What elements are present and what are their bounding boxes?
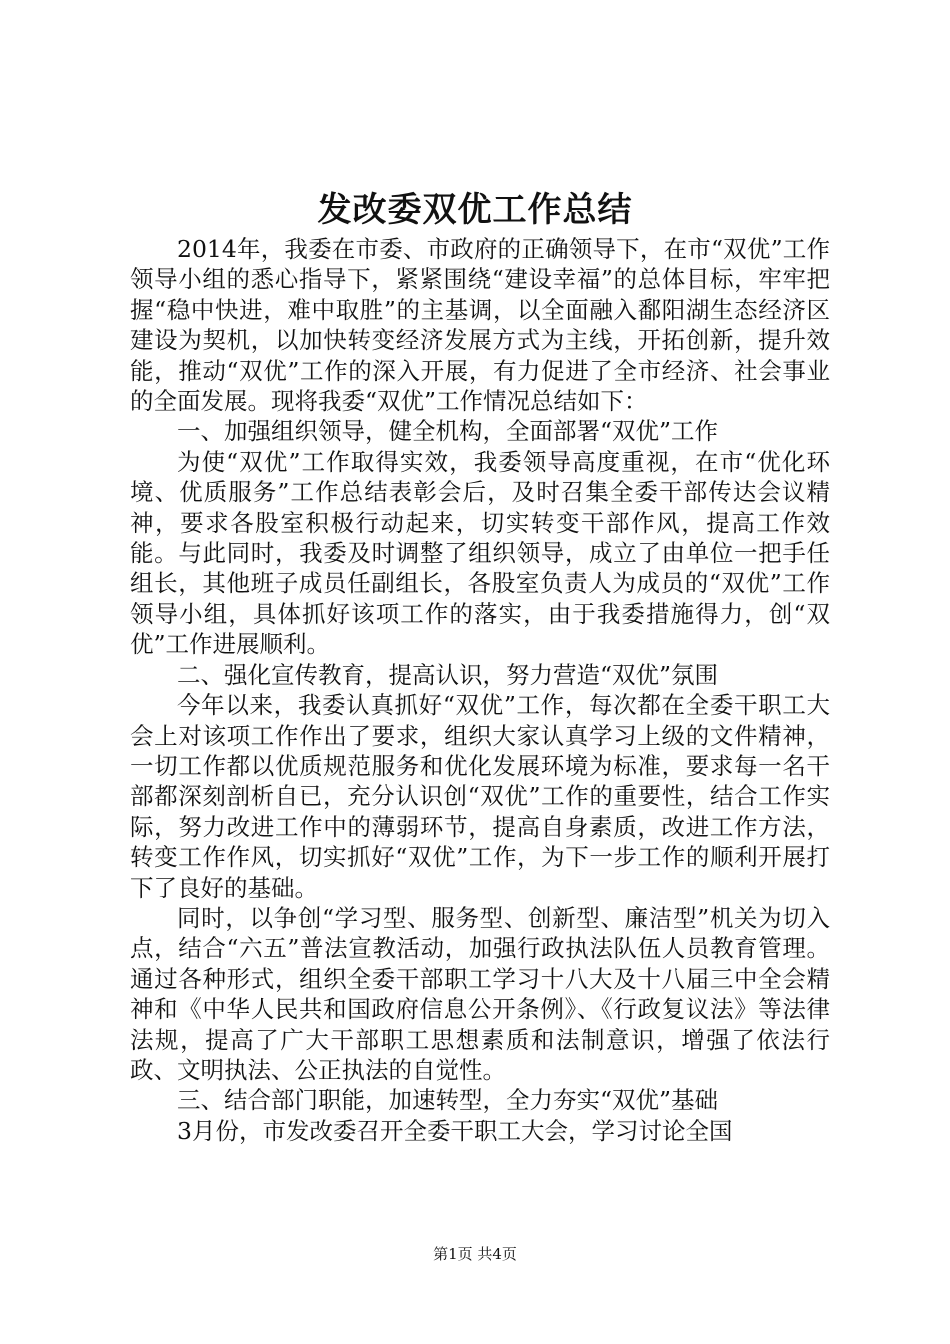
paragraph-section-1: 为使“双优”工作取得实效，我委领导高度重视，在市“优化环境、优质服务”工作总结表彰会后，及时召集全委干部传达会议精神，要求各股室积极行动起来，切实转变干部作风，提高工作效能。与此同时，我委及时调整了组织领导，成立了由单位一把手任组长，其他班子成员任副组长，各股室负责人为成员的“双优”工作领导小组，具体抓好该项工作的落实，由于我委措施得力，创“双优”工作进展顺利。 <box>130 447 830 659</box>
section-heading-3: 三、结合部门职能，加速转型，全力夯实“双优”基础 <box>177 1086 719 1115</box>
section-heading-1: 一、加强组织领导，健全机构，全面部署“双优”工作 <box>177 417 719 446</box>
document-title: 发改委双优工作总结 <box>317 190 633 230</box>
document-body <box>130 234 830 1146</box>
paragraph-intro: 2014年，我委在市委、市政府的正确领导下，在市“双优”工作领导小组的悉心指导下，紧紧围绕“建设幸福”的总体目标，牢牢把握“稳中快进，难中取胜”的主基调，以全面融入鄱阳湖生态经济区建设为契机，以加快转变经济发展方式为主线，开拓创新，提升效能，推动“双优”工作的深入开展，有力促进了全市经济、社会事业的全面发展。现将我委“双优”工作情况总结如下： <box>130 235 830 416</box>
paragraph-section-2b: 同时，以争创“学习型、服务型、创新型、廉洁型”机关为切入点，结合“六五”普法宣教活动，加强行政执法队伍人员教育管理。通过各种形式，组织全委干部职工学习十八大及十八届三中全会精神和《中华人民共和国政府信息公开条例》、《行政复议法》等法律法规，提高了广大干部职工思想素质和法制意识，增强了依法行政、文明执法、公正执法的自觉性。 <box>130 903 830 1084</box>
page-footer: 第1页 共4页 <box>433 1245 517 1263</box>
section-heading-2: 二、强化宣传教育，提高认识，努力营造“双优”氛围 <box>177 660 719 689</box>
paragraph-section-2a: 今年以来，我委认真抓好“双优”工作，每次都在全委干职工大会上对该项工作作出了要求，组织大家认真学习上级的文件精神，一切工作都以优质规范服务和优化发展环境为标准，要求每一名干部都深刻剖析自已，充分认识创“双优”工作的重要性，结合工作实际，努力改进工作中的薄弱环节，提高自身素质，改进工作方法，转变工作作风，切实抓好“双优”工作，为下一步工作的顺利开展打下了良好的基础。 <box>130 691 830 902</box>
paragraph-section-3: 3月份，市发改委召开全委干职工大会，学习讨论全国 <box>177 1116 733 1145</box>
